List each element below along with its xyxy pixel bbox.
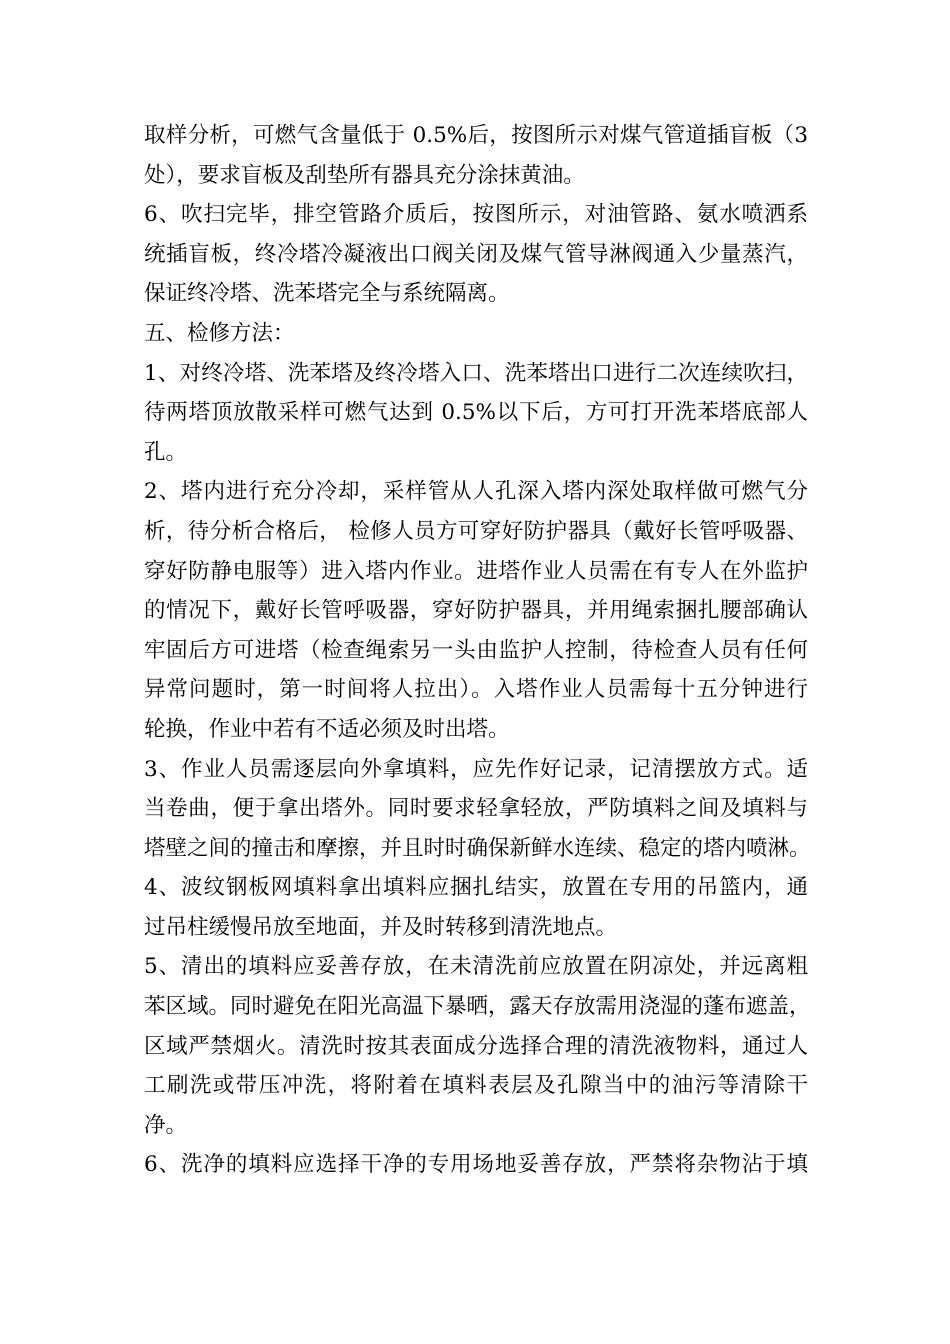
- text-line: 统插盲板，终冷塔冷凝液出口阀关闭及煤气管导淋阀通入少量蒸汽，: [144, 241, 808, 267]
- text-line: 保证终冷塔、洗苯塔完全与系统隔离。: [144, 281, 510, 307]
- text-line: 轮换，作业中若有不适必须及时出塔。: [144, 716, 510, 742]
- text-line: 待两塔顶放散采样可燃气达到 0.5%以下后，方可打开洗苯塔底部人: [144, 400, 808, 426]
- text-line: 塔壁之间的撞击和摩擦，并且时时确保新鲜水连续、稳定的塔内喷淋。: [144, 835, 811, 861]
- text-line: 处），要求盲板及刮垫所有器具充分涂抹黄油。: [144, 162, 585, 188]
- text-line: 牢固后方可进塔（检查绳索另一头由监护人控制，待检查人员有任何: [144, 637, 808, 663]
- text-line: 6、洗净的填料应选择干净的专用场地妥善存放，严禁将杂物沾于填: [144, 1152, 808, 1178]
- text-line: 孔。: [144, 439, 188, 465]
- text-line: 穿好防静电服等）进入塔内作业。进塔作业人员需在有专人在外监护: [144, 558, 808, 584]
- text-line: 净。: [144, 1112, 188, 1138]
- text-line: 2、塔内进行充分冷却，采样管从人孔深入塔内深处取样做可燃气分: [144, 479, 808, 505]
- text-line: 析，待分析合格后， 检修人员方可穿好防护器具（戴好长管呼吸器、: [144, 518, 808, 544]
- text-line: 工刷洗或带压冲洗，将附着在填料表层及孔隙当中的油污等清除干: [144, 1073, 808, 1099]
- document-body: [144, 116, 811, 1185]
- text-line: 1、对终冷塔、洗苯塔及终冷塔入口、洗苯塔出口进行二次连续吹扫，: [144, 360, 808, 386]
- text-line: 4、波纹钢板网填料拿出填料应捆扎结实，放置在专用的吊篮内，通: [144, 875, 808, 901]
- text-line: 区域严禁烟火。清洗时按其表面成分选择合理的清洗液物料，通过人: [144, 1033, 808, 1059]
- text-line: 五、检修方法：: [144, 320, 295, 346]
- text-line: 5、清出的填料应妥善存放，在未清洗前应放置在阴凉处，并远离粗: [144, 954, 808, 980]
- text-line: 异常问题时，第一时间将人拉出）。入塔作业人员需每十五分钟进行: [144, 677, 808, 703]
- text-line: 当卷曲，便于拿出塔外。同时要求轻拿轻放，严防填料之间及填料与: [144, 796, 808, 822]
- text-line: 过吊柱缓慢吊放至地面，并及时转移到清洗地点。: [144, 914, 618, 940]
- text-line: 3、作业人员需逐层向外拿填料，应先作好记录，记清摆放方式。适: [144, 756, 808, 782]
- text-line: 取样分析，可燃气含量低于 0.5%后，按图所示对煤气管道插盲板（3: [144, 123, 808, 148]
- text-line: 的情况下，戴好长管呼吸器，穿好防护器具，并用绳索捆扎腰部确认: [144, 598, 808, 624]
- text-line: 苯区域。同时避免在阳光高温下暴晒，露天存放需用浇湿的蓬布遮盖，: [144, 994, 811, 1020]
- text-line: 6、吹扫完毕，排空管路介质后，按图所示，对油管路、氨水喷洒系: [144, 202, 808, 228]
